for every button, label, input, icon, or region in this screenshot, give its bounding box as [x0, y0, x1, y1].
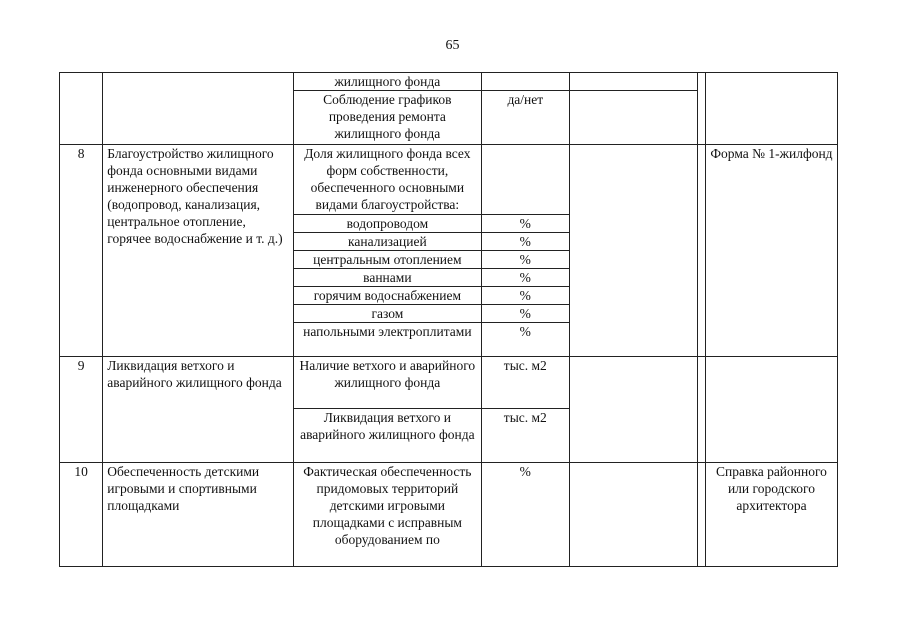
cell-num: 10 — [60, 463, 103, 567]
cell-empty — [698, 145, 706, 357]
cell-source: Справка районного или городского архитектора — [705, 463, 837, 567]
cell-unit: тыс. м2 — [481, 409, 569, 463]
cell-name — [103, 73, 293, 145]
cell-unit: тыс. м2 — [481, 357, 569, 409]
cell-indicator: напольными электроплитами — [293, 323, 481, 357]
cell-empty — [698, 73, 706, 145]
cell-empty — [569, 463, 698, 567]
table-row — [60, 463, 838, 567]
cell-indicator: Доля жилищного фонда всех форм собственности, обеспеченного основными видами благоустройства: — [293, 145, 481, 215]
cell-indicator: водопроводом — [293, 215, 481, 233]
cell-unit: % — [481, 269, 569, 287]
table-row — [60, 357, 838, 409]
cell-indicator: Фактическая обеспеченность придомовых территорий детскими игровыми площадками с исправным оборудованием по — [293, 463, 481, 567]
cell-indicator: канализацией — [293, 233, 481, 251]
cell-unit: % — [481, 233, 569, 251]
cell-unit — [481, 145, 569, 215]
cell-source — [705, 73, 837, 145]
cell-indicator: горячим водоснабжением — [293, 287, 481, 305]
cell-name: Обеспеченность детскими игровыми и спортивными площадками — [103, 463, 293, 567]
table-row — [60, 73, 838, 91]
cell-empty — [569, 357, 698, 463]
cell-name: Благоустройство жилищного фонда основными видами инженерного обеспечения (водопровод, канализация, центральное отопление, горячее водоснабжение и т. д.) — [103, 145, 293, 357]
cell-empty — [569, 91, 698, 145]
cell-num: 9 — [60, 357, 103, 463]
cell-unit: % — [481, 251, 569, 269]
cell-indicator: Ликвидация ветхого и аварийного жилищного фонда — [293, 409, 481, 463]
cell-indicator: Соблюдение графиков проведения ремонта жилищного фонда — [293, 91, 481, 145]
table-row — [60, 145, 838, 215]
indicators-table — [59, 72, 838, 567]
cell-unit: % — [481, 463, 569, 567]
cell-empty — [698, 357, 706, 463]
cell-source: Форма № 1-жилфонд — [705, 145, 837, 357]
cell-source — [705, 357, 837, 463]
cell-unit: % — [481, 305, 569, 323]
cell-unit: % — [481, 215, 569, 233]
cell-empty — [569, 73, 698, 91]
cell-name: Ликвидация ветхого и аварийного жилищного фонда — [103, 357, 293, 463]
cell-unit: % — [481, 323, 569, 357]
cell-indicator: жилищного фонда — [293, 73, 481, 91]
cell-unit: % — [481, 287, 569, 305]
cell-indicator: Наличие ветхого и аварийного жилищного фонда — [293, 357, 481, 409]
page-number: 65 — [445, 38, 460, 53]
cell-indicator: ваннами — [293, 269, 481, 287]
cell-indicator: газом — [293, 305, 481, 323]
cell-num — [60, 73, 103, 145]
cell-indicator: центральным отоплением — [293, 251, 481, 269]
cell-empty — [698, 463, 706, 567]
cell-num: 8 — [60, 145, 103, 357]
cell-empty — [569, 145, 698, 357]
cell-unit — [481, 73, 569, 91]
cell-unit: да/нет — [481, 91, 569, 145]
